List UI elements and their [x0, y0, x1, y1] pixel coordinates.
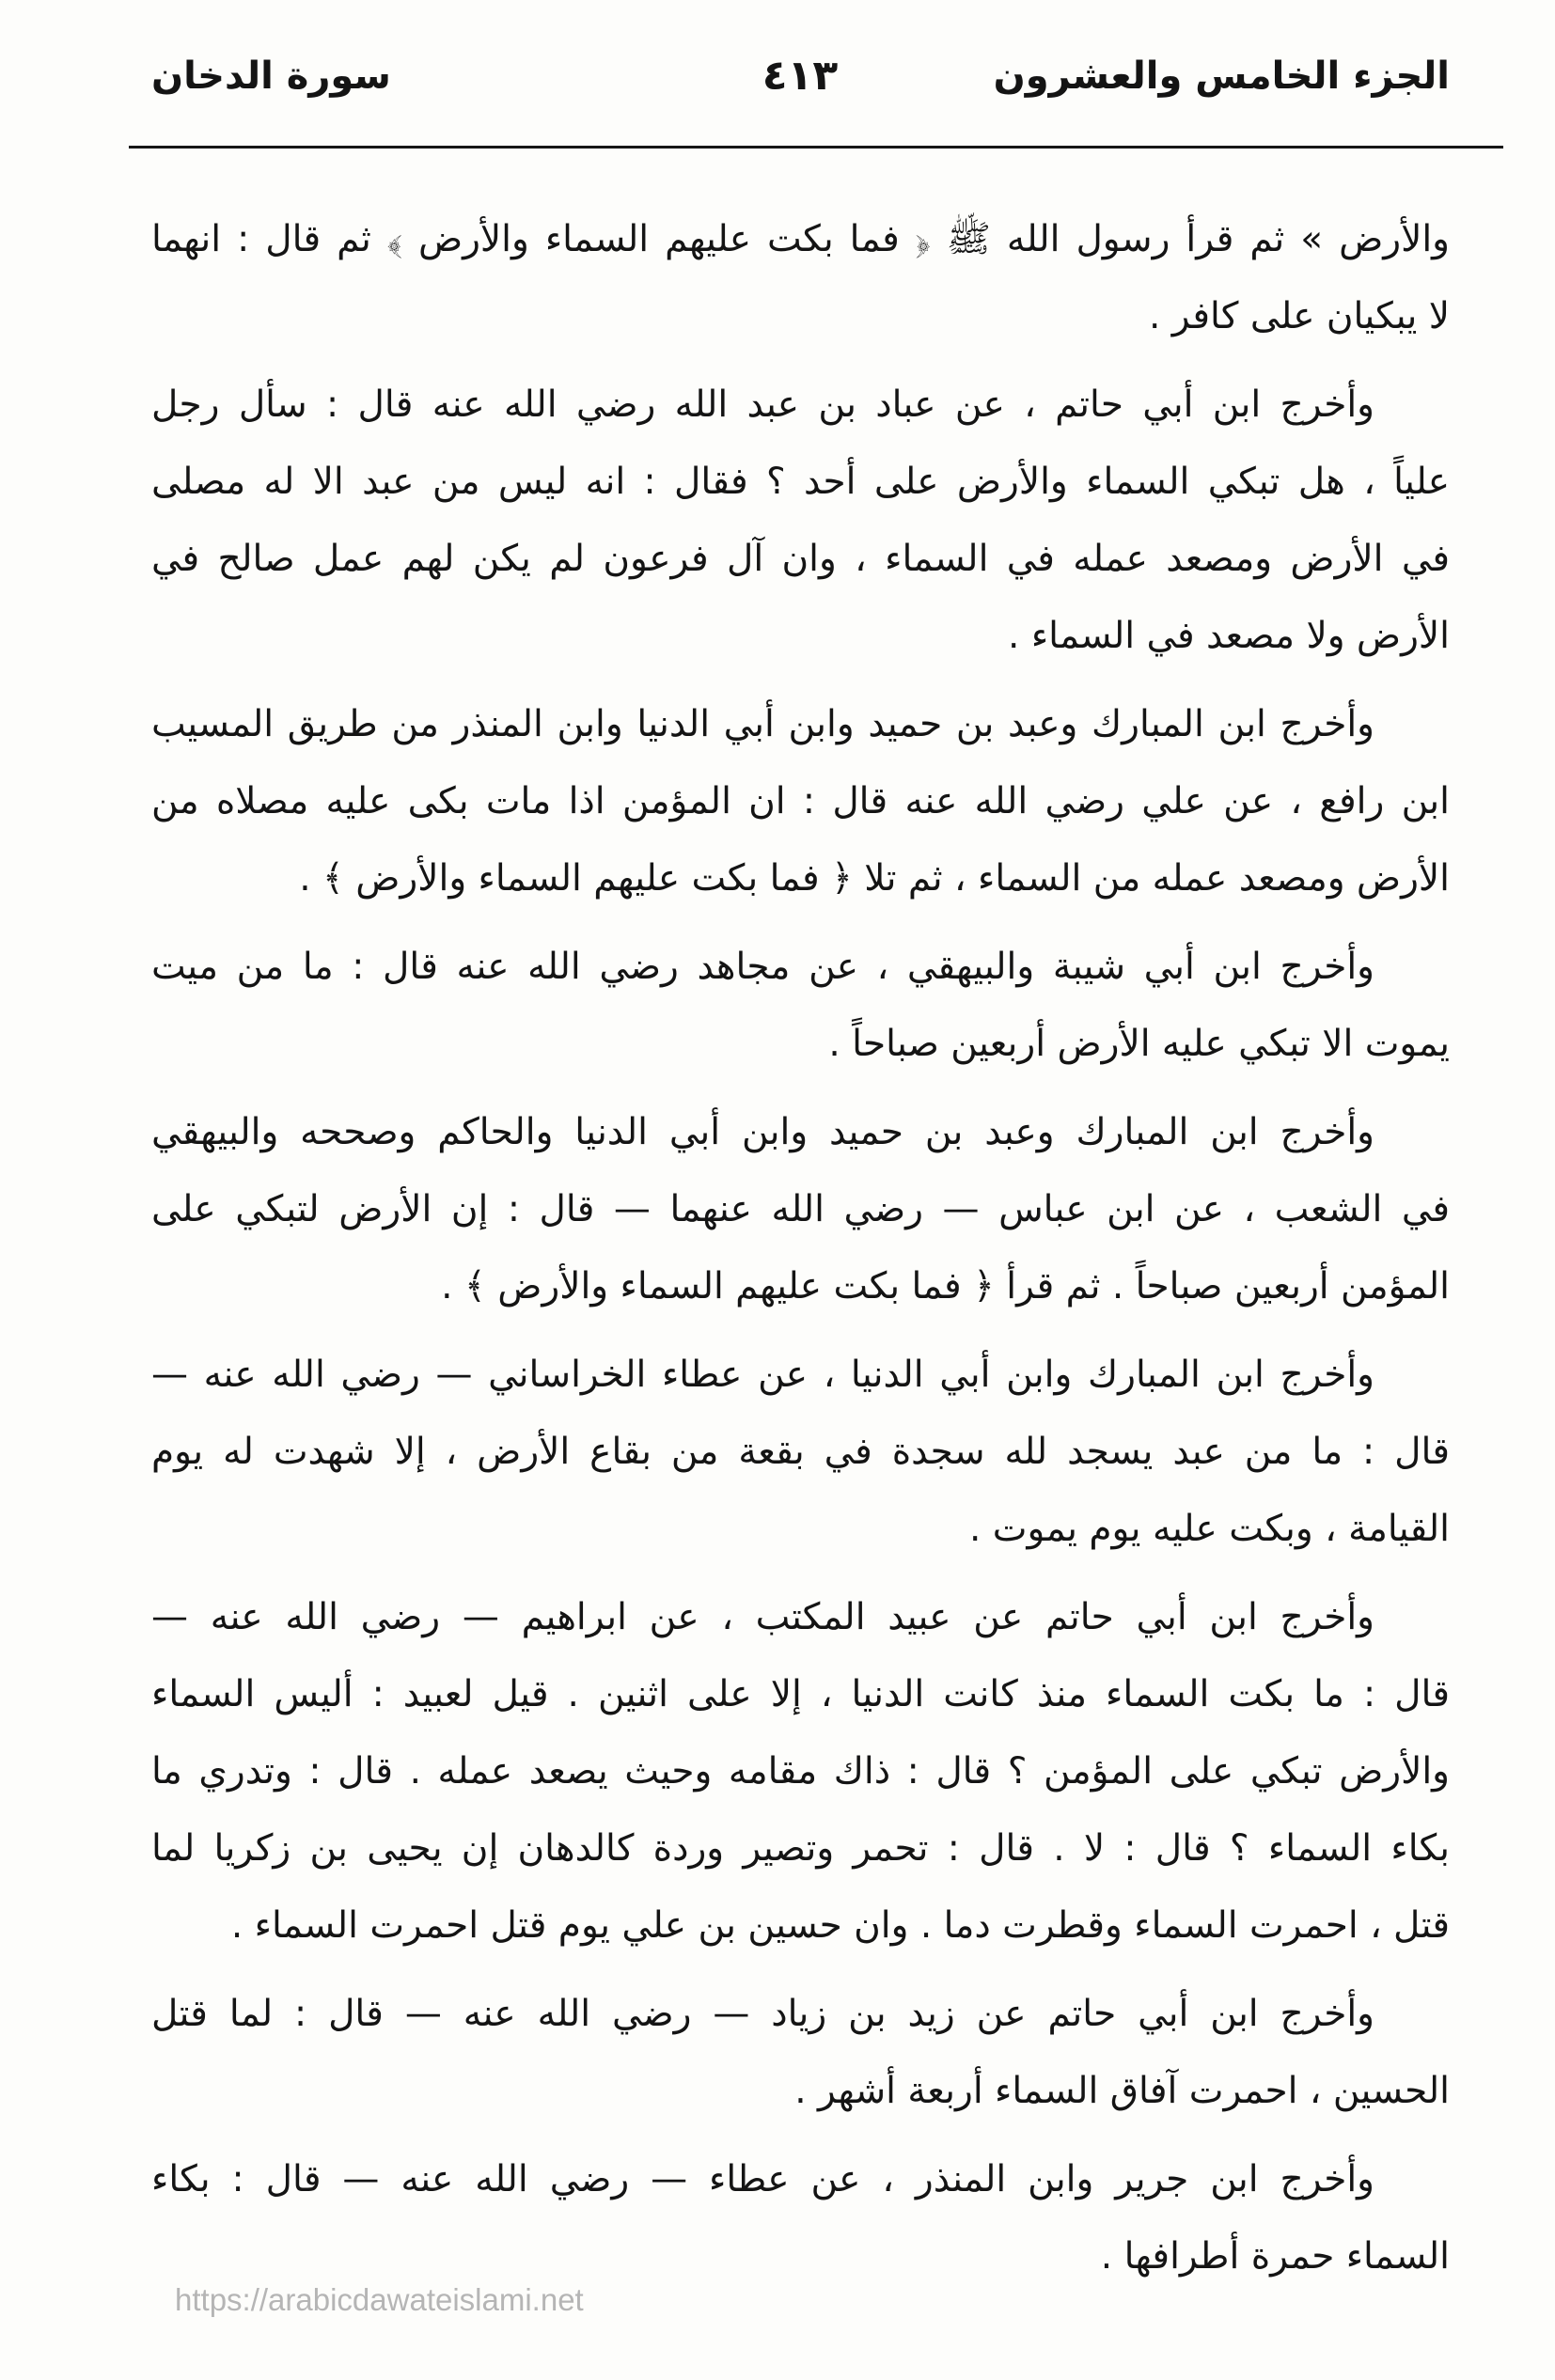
text-line: الحسين ، احمرت آفاق السماء أربعة أشهر . [794, 2070, 1450, 2112]
text-line: وأخرج ابن أبي شيبة والبيهقي ، عن مجاهد رضي الله عنه قال : ما من ميت [151, 946, 1374, 988]
paragraph [151, 2141, 1450, 2295]
paragraph [151, 201, 1450, 355]
paragraph [151, 367, 1450, 675]
text-line: بكاء السماء ؟ قال : لا . قال : تحمر وتصير وردة كالدهان إن يحيى بن زكريا لما [151, 1827, 1450, 1870]
paragraph [151, 1094, 1450, 1325]
text-line: القيامة ، وبكت عليه يوم يموت . [968, 1508, 1450, 1550]
page-number: ٤١٣ [762, 52, 839, 100]
text-line: الأرض ولا مصعد في السماء . [1008, 615, 1450, 657]
running-head-part: الجزء الخامس والعشرون [993, 55, 1450, 98]
paragraph [151, 1976, 1450, 2130]
text-line: قال : ما من عبد يسجد لله سجدة في بقعة من بقاع الأرض ، إلا شهدت له يوم [151, 1431, 1450, 1473]
text-line: ابن رافع ، عن علي رضي الله عنه قال : ان المؤمن اذا مات بكى عليه مصلاه من [151, 780, 1450, 822]
text-line: والأرض » ثم قرأ رسول الله ﷺ ﴿ فما بكت عليهم السماء والأرض ﴾ ثم قال : انهما [151, 218, 1450, 260]
text-line: وأخرج ابن المبارك وعبد بن حميد وابن أبي الدنيا وابن المنذر من طريق المسيب [151, 703, 1374, 745]
text-line: قتل ، احمرت السماء وقطرت دما . وان حسين بن علي يوم قتل احمرت السماء . [230, 1904, 1450, 1947]
text-line: قال : ما بكت السماء منذ كانت الدنيا ، إلا على اثنين . قيل لعبيد : أليس السماء [151, 1673, 1450, 1715]
text-line: وأخرج ابن المبارك وعبد بن حميد وابن أبي الدنيا والحاكم وصححه والبيهقي [151, 1111, 1374, 1153]
watermark-url: https://arabicdawateislami.net [175, 2282, 584, 2317]
text-line: في الأرض ومصعد عمله في السماء ، وان آل فرعون لم يكن لهم عمل صالح في [151, 538, 1450, 580]
running-head-surah: سورة الدخان [151, 55, 391, 98]
paragraph [151, 1337, 1450, 1568]
text-line: يموت الا تبكي عليه الأرض أربعين صباحاً . [828, 1023, 1450, 1065]
text-line: لا يبكيان على كافر . [1149, 295, 1450, 337]
text-line: المؤمن أربعين صباحاً . ثم قرأ ﴿ فما بكت عليهم السماء والأرض ﴾ . [441, 1265, 1450, 1307]
text-line: وأخرج ابن المبارك وابن أبي الدنيا ، عن عطاء الخراساني — رضي الله عنه — [151, 1354, 1374, 1396]
text-line: في الشعب ، عن ابن عباس — رضي الله عنهما — قال : إن الأرض لتبكي على [151, 1188, 1450, 1230]
text-line: علياً ، هل تبكي السماء والأرض على أحد ؟ فقال : انه ليس من عبد الا له مصلى [151, 461, 1450, 503]
text-line: الأرض ومصعد عمله من السماء ، ثم تلا ﴿ فما بكت عليهم السماء والأرض ﴾ . [299, 857, 1450, 900]
paragraph [151, 686, 1450, 917]
header-rule [129, 146, 1503, 149]
text-block [151, 201, 1450, 2307]
text-line: وأخرج ابن أبي حاتم عن زيد بن زياد — رضي الله عنه — قال : لما قتل [151, 1993, 1374, 2035]
paragraph [151, 929, 1450, 1083]
paragraph [151, 1579, 1450, 1965]
text-line: والأرض تبكي على المؤمن ؟ قال : ذاك مقامه وحيث يصعد عمله . قال : وتدري ما [151, 1750, 1450, 1793]
text-line: وأخرج ابن أبي حاتم ، عن عباد بن عبد الله رضي الله عنه قال : سأل رجل [151, 384, 1374, 426]
text-line: وأخرج ابن أبي حاتم عن عبيد المكتب ، عن ابراهيم — رضي الله عنه — [151, 1596, 1374, 1638]
text-line: وأخرج ابن جرير وابن المنذر ، عن عطاء — رضي الله عنه — قال : بكاء [151, 2158, 1374, 2200]
text-line: السماء حمرة أطرافها . [1100, 2235, 1450, 2278]
